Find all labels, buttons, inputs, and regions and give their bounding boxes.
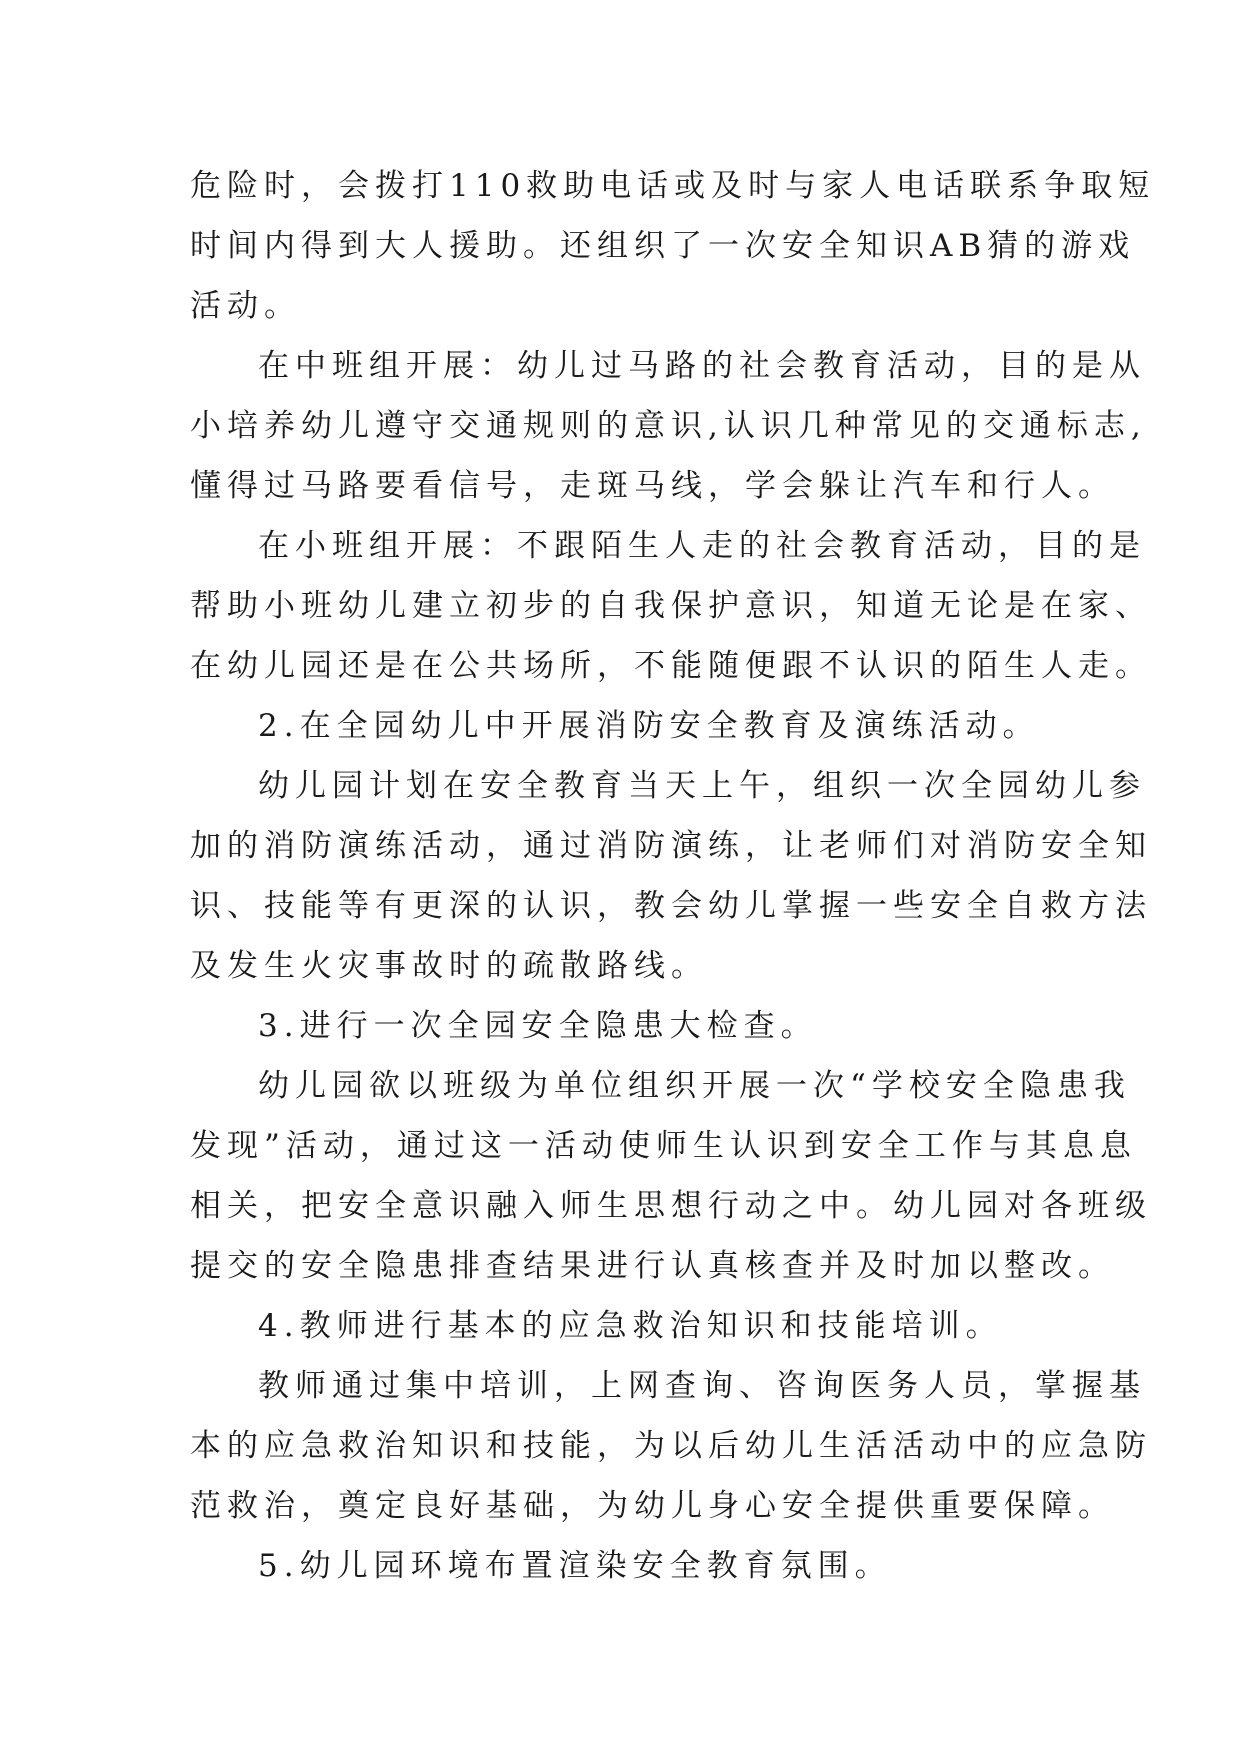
text-line: 危险时，会拨打110救助电话或及时与家人电话联系争取短 [190,168,1156,204]
text-line: 在幼儿园还是在公共场所，不能随便跟不认识的陌生人走。 [190,648,1152,684]
text-line: 加的消防演练活动，通过消防演练，让老师们对消防安全知 [190,828,1152,864]
text-line: 幼儿园计划在安全教育当天上午，组织一次全园幼儿参 [258,768,1146,804]
paragraph-hazard-inspection [190,1056,1152,1296]
text-line: 及发生火灾事故时的疏散路线。 [190,948,708,984]
text-line: 识、技能等有更深的认识，教会幼儿掌握一些安全自救方法 [190,888,1152,924]
text-line: 3.进行一次全园安全隐患大检查。 [258,1008,818,1044]
text-line: 时间内得到大人援助。还组织了一次安全知识AB猜的游戏 [190,228,1136,264]
text-line: 相关，把安全意识融入师生思想行动之中。幼儿园对各班级 [190,1188,1152,1224]
heading-teacher-training [190,1296,1090,1356]
text-line: 在小班组开展：不跟陌生人走的社会教育活动，目的是 [258,528,1146,564]
paragraph-middle-class [190,336,1147,516]
text-line: 小培养幼儿遵守交通规则的意识,认识几种常见的交通标志, [190,408,1147,444]
paragraph-emergency-call [190,156,1156,336]
text-line: 活动。 [190,288,301,324]
heading-fire-safety [190,696,1090,756]
paragraph-small-class [190,516,1152,696]
document-body [190,156,1156,1596]
paragraph-fire-drill [190,756,1152,996]
heading-hazard-inspection [190,996,1090,1056]
text-line: 帮助小班幼儿建立初步的自我保护意识，知道无论是在家、 [190,588,1152,624]
text-line: 在中班组开展：幼儿过马路的社会教育活动，目的是从 [258,348,1146,384]
text-line: 范救治，奠定良好基础，为幼儿身心安全提供重要保障。 [190,1488,1115,1524]
text-line: 幼儿园欲以班级为单位组织开展一次“学校安全隐患我 [258,1068,1131,1104]
text-line: 4.教师进行基本的应急救治知识和技能培训。 [258,1308,1003,1344]
heading-environment [190,1536,1090,1596]
text-line: 2.在全园幼儿中开展消防安全教育及演练活动。 [258,708,1040,744]
text-line: 本的应急救治知识和技能，为以后幼儿生活活动中的应急防 [190,1428,1152,1464]
text-line: 懂得过马路要看信号，走斑马线，学会躲让汽车和行人。 [190,468,1115,504]
text-line: 5.幼儿园环境布置渲染安全教育氛围。 [258,1548,892,1584]
text-line: 发现”活动，通过这一活动使师生认识到安全工作与其息息 [190,1128,1137,1164]
text-line: 提交的安全隐患排查结果进行认真核查并及时加以整改。 [190,1248,1115,1284]
text-line: 教师通过集中培训，上网查询、咨询医务人员，掌握基 [258,1368,1146,1404]
paragraph-teacher-training [190,1356,1152,1536]
